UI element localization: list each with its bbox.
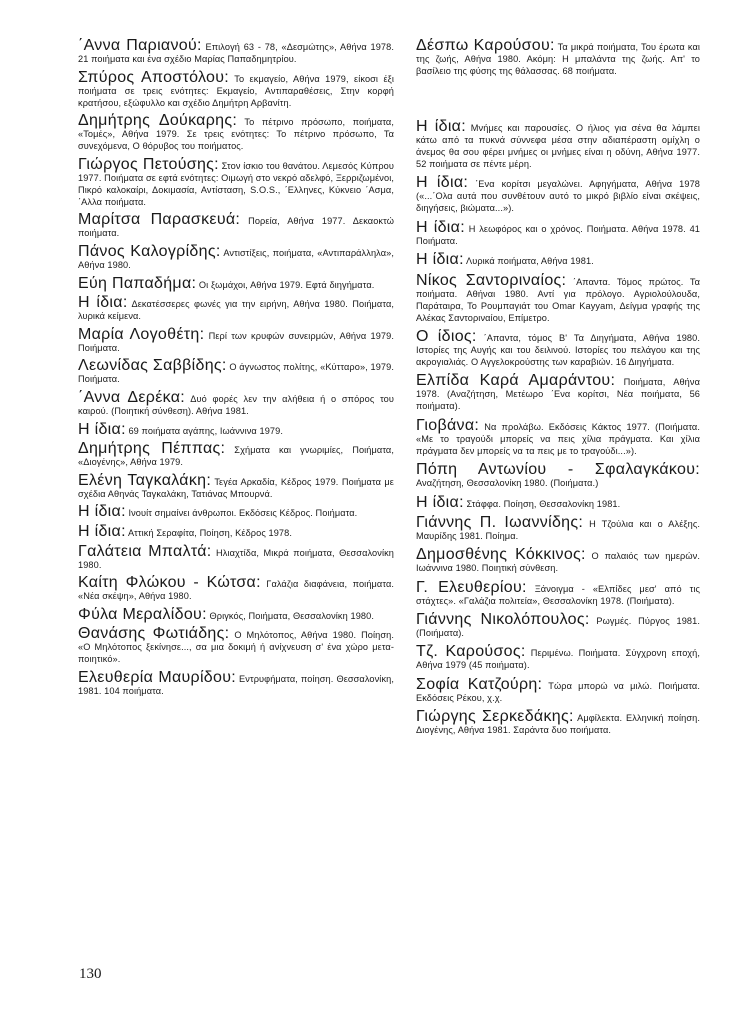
entry-text: Στον ίσκιο του θανάτου. Λεμεσός Κύπρου 1977. Ποιήματα σε εφτά ενότητες: Οιμωγή στο νεκρό αδελφό, Ξερριζωμένοι, Πικρό καλοκαίρι, Δοκιμασία, Αντίσταση, S.O.S., ΄Ελληνες, Κύκνειο ΄Ασμα, ΄Αλλα ποιήματα. <box>78 160 394 207</box>
entry-text: Ρωγμές. Πύργος 1981. (Ποιήματα). <box>416 616 701 639</box>
entry-text: Τεγέα Αρκαδία, Κέδρος 1979. Ποιήματα με σχέδια Αθηνάς Ταγκαλάκη, Τατιάνας Μπουρνά. <box>78 476 394 499</box>
bibliography-entry <box>78 242 394 271</box>
bibliography-entry <box>416 461 700 489</box>
entry-text: Επιλογή 63 - 78, «Δεσμώτης», Αθήνα 1978. 21 ποιήματα και ένα σχέδιο Μαρίας Παπαδημητρίου. <box>78 42 394 64</box>
author-name: Γιώργος Πετούσης: <box>78 155 219 173</box>
bibliography-entry <box>416 643 700 671</box>
author-name: Μαρίτσα Παρασκευά: <box>78 211 241 229</box>
entry-text: Αντιστίξεις, ποιήματα, «Αντιπαράλληλα», Αθήνα 1980. <box>78 247 394 270</box>
author-name: Θανάσης Φωτιάδης: <box>78 625 230 643</box>
entry-text: Ο Μηλότοπος, Αθήνα 1980. Ποίηση. «Ο Μηλότοπος ξεκίνησε..., σα μια δοκιμή ή ανίχνευση σ' ένα χώρο μετα-ποιητικό». <box>78 630 394 665</box>
author-name: Καίτη Φλώκου - Κώτσα: <box>78 574 261 592</box>
bibliography-entry <box>78 605 394 623</box>
entry-text: Τα μικρά ποιήματα, Του έρωτα και της ζωής, Αθήνα 1980. Ακόμη: Η μπαλάντα της ζωής. Απ' το βασίλειο της φύσης της θάλασσας. 68 ποιήματα. <box>416 42 700 76</box>
author-name: Δέσπω Καρούσου: <box>416 37 555 54</box>
entry-text: Περί των κρυφών συνειρμών, Αθήνα 1979. Ποιήματα. <box>78 330 394 353</box>
author-name: Σοφία Κατζούρη: <box>416 675 543 693</box>
author-name: Μαρία Λογοθέτη: <box>78 325 205 343</box>
bibliography-entry <box>416 37 700 77</box>
entry-text: Μνήμες και παρουσίες. Ο ήλιος για σένα θα λάμπει κάτω από τα πυκνά σύννεφα μέσα στην αδιαπέραστη ομίχλη ο άνεμος θα σου φέρει μνήμες οι μνήμες είναι η οδύνη, Αθήνα 1977. 52 ποιήματα σε πέντε μέρη. <box>416 123 700 169</box>
author-name: Νίκος Σαντοριναίος: <box>416 271 567 289</box>
author-name: Η ίδια: <box>416 218 465 236</box>
author-name: Ελευθερία Μαυρίδου: <box>78 668 237 686</box>
bibliography-entry <box>416 611 701 639</box>
entry-text: Θριγκός, Ποιήματα, Θεσσαλονίκη 1980. <box>206 610 374 621</box>
author-name: Η ίδια: <box>416 174 469 192</box>
author-name: Γιοβάνα: <box>416 416 480 434</box>
bibliography-entry <box>78 325 394 354</box>
bibliography-entry <box>78 503 394 521</box>
entry-text: Ινουίτ σημαίνει άνθρωποι. Εκδόσεις Κέδρος. Ποιήματα. <box>125 508 358 519</box>
author-name: Ο ίδιος: <box>416 327 477 345</box>
author-name: Φύλα Μεραλίδου: <box>78 605 207 623</box>
bibliography-entry <box>416 218 700 247</box>
entry-text: ΄Ενα κορίτσι μεγαλώνει. Αφηγήματα, Αθήνα 1978 («...΄Ολα αυτά που συνθέτουν αυτό το μικρό βιβλίο είναι σκέψεις, διηγήσεις, βιώματα...»). <box>416 179 701 214</box>
author-name: Εύη Παπαδήμα: <box>78 274 197 292</box>
bibliography-entry <box>78 522 394 540</box>
author-name: Σπύρος Αποστόλου: <box>78 68 230 86</box>
entry-text: Η Τζούλια και ο Αλέξης. Μαυρίδης 1981. Ποίημα. <box>416 518 701 541</box>
author-name: Δημοσθένης Κόκκινος: <box>416 546 586 564</box>
author-name: Γαλάτεια Μπαλτά: <box>78 542 212 560</box>
entry-text: Αμφίλεκτα. Ελληνική ποίηση. Διογένης, Αθήνα 1981. Σαράντα δυο ποιήματα. <box>416 713 700 736</box>
author-name: Η ίδια: <box>78 294 128 312</box>
author-name: Τζ. Καρούσος: <box>416 643 526 661</box>
bibliography-entry <box>416 118 700 170</box>
entry-text: Δυό φορές λεν την αλήθεια ή ο σπόρος του καιρού. (Ποιητική σύνθεση). Αθήνα 1981. <box>78 393 395 416</box>
bibliography-entry <box>416 416 700 457</box>
bibliography-entry <box>78 625 394 665</box>
entry-text: Ποιήματα, Αθήνα 1978. (Αναζήτηση, Μετέωρο ΄Ενα κορίτσι, Νέα ποιήματα, 56 ποιήματα). <box>416 377 700 412</box>
author-name: Λεωνίδας Σαββίδης: <box>78 357 227 375</box>
author-name: Η ίδια: <box>416 493 464 511</box>
entry-text: Αναζήτηση, Θεσσαλονίκη 1980. (Ποιήματα.) <box>416 478 599 489</box>
bibliography-entry <box>416 372 700 412</box>
entry-text: Ο παλαιός των ημερών. Ιωάννινα 1980. Ποιητική σύνθεση. <box>416 551 701 574</box>
entry-text: Η λεωφόρος και ο χρόνος. Ποιήματα. Αθήνα 1978. 41 Ποιήματα. <box>416 223 700 246</box>
entry-text: Γαλάζια διαφάνεια, ποιήματα. «Νέα σκέψη», Αθήνα 1980. <box>78 579 395 602</box>
bibliography-entry <box>416 578 700 607</box>
left-column <box>78 37 395 703</box>
bibliography-entry <box>78 112 394 152</box>
bibliography-entry <box>78 388 395 417</box>
author-name: ΄Αννα Δερέκα: <box>78 388 186 406</box>
entry-text: 69 ποιήματα αγάπης, Ιωάννινα 1979. <box>125 425 283 436</box>
bibliography-entry <box>78 274 394 292</box>
bibliography-entry <box>78 211 394 239</box>
entry-text: Στάφφα. Ποίηση, Θεσσαλονίκη 1981. <box>463 498 621 509</box>
right-column <box>416 37 701 744</box>
bibliography-entry <box>416 174 701 214</box>
entry-text: Οι ξωμάχοι, Αθήνα 1979. Εφτά διηγήματα. <box>196 279 375 290</box>
bibliography-entry <box>416 251 700 269</box>
entry-text: Ηλιαχτίδα, Μικρά ποιήματα, Θεσσαλονίκη 1980. <box>78 547 394 570</box>
author-name: Ελένη Ταγκαλάκη: <box>78 471 212 489</box>
bibliography-entry <box>78 668 394 697</box>
bibliography-entry <box>416 327 700 368</box>
author-name: Γιάννης Νικολόπουλος: <box>416 611 590 629</box>
author-name: Η ίδια: <box>416 251 464 269</box>
author-name: Ελπίδα Καρά Αμαράντου: <box>416 372 616 390</box>
entry-text: Τώρα μπορώ να μιλώ. Ποιήματα. Εκδόσεις Ρέκου, χ.χ. <box>416 680 701 703</box>
bibliography-entry <box>78 155 394 208</box>
author-name: Η ίδια: <box>416 118 466 135</box>
author-name: Η ίδια: <box>78 522 126 540</box>
entry-text: ΄Απαντα, τόμος Β' Τα Διηγήματα, Αθήνα 1980. Ιστορίες της Αυγής και του δειλινού. Ιστορίες του πελάγου και της ακρογιαλιάς. Ο Αγγελοκρούστης των καραβιών. 16 Διηγήματα. <box>416 332 700 367</box>
bibliography-entry <box>78 471 394 500</box>
bibliography-entry <box>78 420 394 438</box>
author-name: Πάνος Καλογρίδης: <box>78 242 221 260</box>
entry-text: Εντρυφήματα, ποίηση. Θεσσαλονίκη, 1981. 104 ποιήματα. <box>78 673 394 696</box>
bibliography-entry <box>416 546 701 574</box>
entry-text: Ο άγνωστος πολίτης, «Κύτταρο», 1979. Ποιήματα. <box>78 362 394 385</box>
author-name: Η ίδια: <box>78 420 126 438</box>
bibliography-entry <box>416 708 700 736</box>
bibliography-entry <box>416 271 700 324</box>
author-name: Πόπη Αντωνίου - Σφαλαγκάκου: <box>416 461 700 479</box>
author-name: ΄Αννα Παριανού: <box>78 37 202 54</box>
entry-text: Περιμένω. Ποιήματα. Σύγχρονη εποχή, Αθήνα 1979 (45 ποιήματα). <box>416 648 700 671</box>
bibliography-entry <box>416 513 701 542</box>
author-name: Γ. Ελευθερίου: <box>416 578 527 596</box>
entry-text: Λυρικά ποιήματα, Αθήνα 1981. <box>463 256 594 267</box>
entry-text: Ξάνοιγμα - «Ελπίδες μεσ' από τις στάχτες». «Γαλάζια πολιτεία», Θεσσαλονίκη 1978. (Ποιήματα). <box>416 583 700 606</box>
entry-text: Σχήματα και γνωριμίες, Ποιήματα, «Διογένης», Αθήνα 1979. <box>78 445 394 468</box>
page-number: 130 <box>79 966 102 982</box>
bibliography-entry <box>416 675 701 704</box>
entry-text: Δεκατέσσερες φωνές για την ειρήνη, Αθήνα 1980. Ποιήματα, λυρικά κείμενα. <box>78 299 395 322</box>
author-name: Δημήτρης Δούκαρης: <box>78 112 238 130</box>
entry-text: Αττική Σεραφίτα, Ποίηση, Κέδρος 1978. <box>125 527 292 538</box>
author-name: Γιάννης Π. Ιωαννίδης: <box>416 513 584 531</box>
entry-text: Το πέτρινο πρόσωπο, ποιήματα, «Τομές», Αθήνα 1979. Σε τρεις ενότητες: Το πέτρινο πρόσωπο, Τα συνεχόμενα, Ο θόρυβος του ποιήματος. <box>78 117 394 152</box>
entry-text: Το εκμαγείο, Αθήνα 1979, είκοσι έξι ποιήματα σε τρεις ενότητες: Εκμαγείο, Αντιπαραθέσεις, Στην κορφή κρατήσου, εξώφυλλο και σχέδιο Δημήτρη Αρβανίτη. <box>78 73 395 108</box>
bibliography-entry <box>78 542 394 571</box>
entry-text: ΄Απαντα. Τόμος πρώτος. Τα ποιήματα. Αθήναι 1980. Αντί για πρόλογο. Αγριολούλουδα, Παράταιρα, Το Ρουμπαγιάτ του Omar Kayyam, Δείγμα γραφής της Αλέκας Σαντοριναίου, Επίμετρο. <box>416 276 700 323</box>
bibliography-entry <box>78 357 394 385</box>
bibliography-entry <box>78 37 394 65</box>
bibliography-entry <box>416 493 700 511</box>
author-name: Δημήτρης Πέππας: <box>78 440 226 458</box>
bibliography-entry <box>78 440 394 468</box>
author-name: Η ίδια: <box>78 503 126 521</box>
bibliography-entry <box>78 294 395 322</box>
entry-text: Να προλάβω. Εκδόσεις Κάκτος 1977. (Ποιήματα. «Με το τραγούδι μπορείς να πεις χίλια πράγματα. Και χίλια πράγματα δεν μπορείς να τα πεις με το τραγούδι...»). <box>416 421 700 456</box>
author-name: Γιώργης Σερκεδάκης: <box>416 708 574 726</box>
bibliography-entry <box>78 68 395 109</box>
bibliography-entry <box>78 574 395 602</box>
entry-text: Πορεία, Αθήνα 1977. Δεκαοκτώ ποιήματα. <box>78 216 394 239</box>
